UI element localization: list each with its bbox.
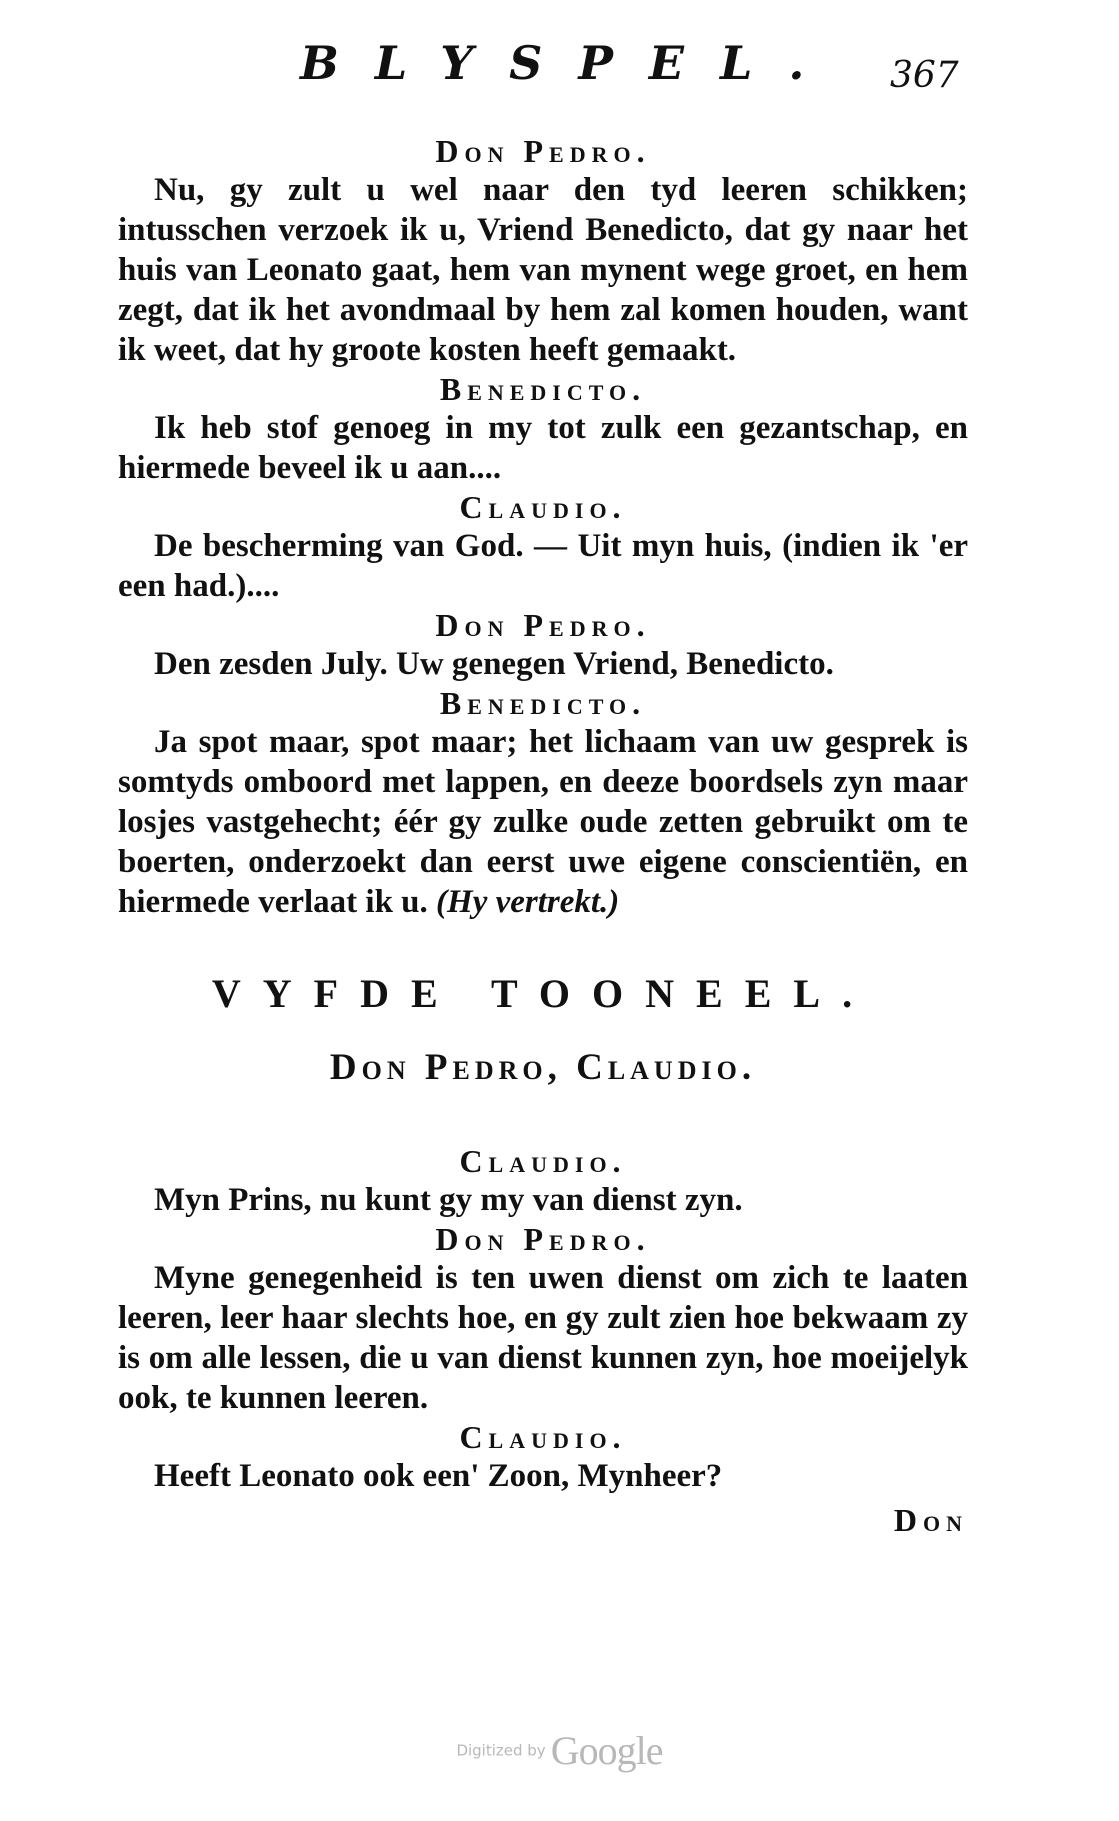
- google-logo: Google: [550, 1728, 663, 1773]
- speech-text: Myn Prins, nu kunt gy my van dienst zyn.: [154, 1182, 743, 1218]
- speaker-name: Don Pedro.: [435, 133, 651, 169]
- speaker-name: Don Pedro.: [435, 1221, 651, 1257]
- speaker-name: Don Pedro.: [435, 607, 651, 643]
- speech-text: Nu, gy zult u wel naar den tyd leeren schikken; intusschen verzoek ik u, Vriend Benedicto, dat gy naar het huis van Leonato gaat, hem van mynent wege groet, en hem zegt, dat ik het avondmaal by hem zal komen houden, want ik weet, dat hy groote kosten heeft gemaakt.: [118, 172, 968, 368]
- scene-cast: Don Pedro, Claudio.: [329, 1047, 757, 1088]
- scene-title: VYFDE TOONEEL.: [211, 971, 875, 1016]
- speaker-name: Benedicto.: [439, 685, 647, 721]
- speech-text: Myne genegenheid is ten uwen dienst om zich te laaten leeren, leer haar slechts hoe, en gy zult zien hoe bekwaam zy is om alle lessen, die u van dienst kunnen zyn, hoe moeijelyk ook, te kunnen leeren.: [118, 1260, 968, 1416]
- stage-direction: (Hy vertrekt.): [436, 884, 620, 920]
- digitized-by-footer: [0, 1727, 1119, 1774]
- speech-text: [118, 722, 968, 922]
- speech-text: Ik heb stof genoeg in my tot zulk een gezantschap, en hiermede beveel ik u aan....: [118, 410, 968, 486]
- speaker-name: Claudio.: [459, 1143, 627, 1179]
- running-title: BLYSPEL.: [300, 36, 841, 90]
- page-number: 367: [890, 55, 959, 96]
- page-body: [118, 132, 968, 1540]
- speaker-name: Claudio.: [459, 1419, 627, 1455]
- speech-text-body: Ja spot maar, spot maar; het lichaam van uw gesprek is somtyds omboord met lappen, en deeze boordsels zyn maar losjes vastgehecht; éér gy zulke oude zetten gebruikt om te boerten, onderzoekt dan eerst uwe eigene conscientiën, en hiermede verlaat ik u.: [118, 724, 968, 920]
- speech-text: De bescherming van God. — Uit myn huis, (indien ik 'er een had.)....: [118, 528, 968, 604]
- speaker-name: Benedicto.: [439, 371, 647, 407]
- digitized-by-text: Digitized by: [456, 1741, 546, 1760]
- speech-text: Den zesden July. Uw genegen Vriend, Benedicto.: [154, 646, 834, 682]
- catchword: Don: [893, 1502, 968, 1538]
- speaker-name: Claudio.: [459, 489, 627, 525]
- speech-text: Heeft Leonato ook een' Zoon, Mynheer?: [154, 1458, 723, 1494]
